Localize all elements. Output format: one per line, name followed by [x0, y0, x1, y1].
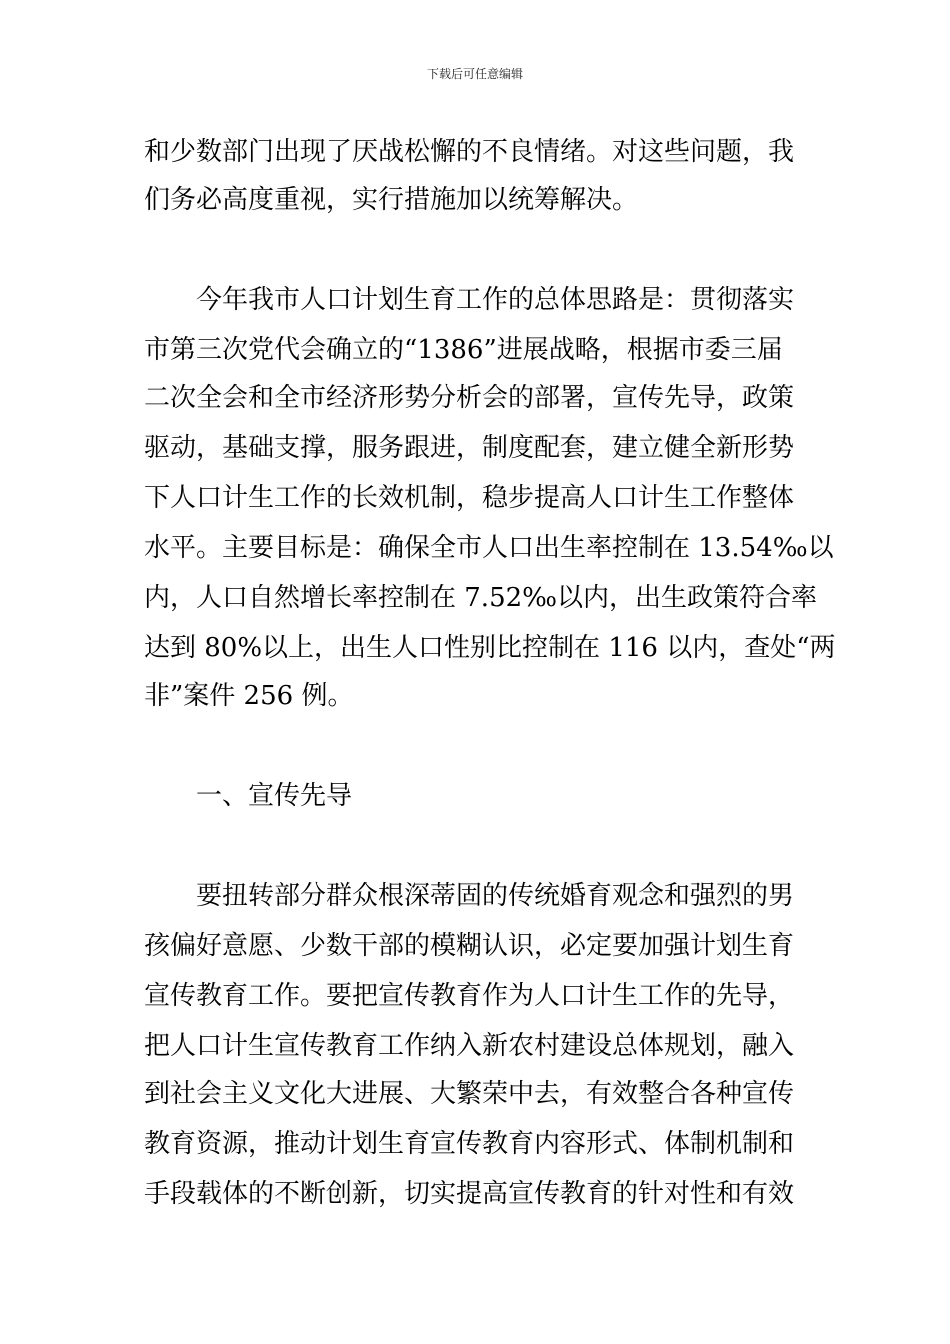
text-line: 今年我市人口计划生育工作的总体思路是：贯彻落实 [196, 285, 795, 315]
page-header-note: 下载后可任意编辑 [426, 67, 523, 81]
text-line: 手段载体的不断创新，切实提高宣传教育的针对性和有效 [144, 1179, 795, 1209]
text-line: 把人口计生宣传教育工作纳入新农村建设总体规划，融入 [144, 1031, 795, 1061]
section-heading: 一、宣传先导 [196, 781, 353, 811]
text-line: 市第三次党代会确立的“1386”进展战略，根据市委三届 [144, 335, 783, 365]
text-line: 孩偏好意愿、少数干部的模糊认识，必定要加强计划生育 [144, 931, 795, 961]
text-line: 内，人口自然增长率控制在 7.52‰以内，出生政策符合率 [144, 583, 818, 613]
text-line: 水平。主要目标是：确保全市人口出生率控制在 13.54‰以 [144, 533, 834, 563]
text-line: 们务必高度重视，实行措施加以统筹解决。 [144, 185, 639, 215]
text-line: 非”案件 256 例。 [144, 681, 354, 711]
text-line: 和少数部门出现了厌战松懈的不良情绪。对这些问题，我 [144, 137, 795, 167]
text-line: 达到 80%以上，出生人口性别比控制在 116 以内，查处“两 [144, 633, 836, 663]
text-line: 下人口计生工作的长效机制，稳步提高人口计生工作整体 [144, 483, 795, 513]
text-line: 要扭转部分群众根深蒂固的传统婚育观念和强烈的男 [196, 881, 795, 911]
text-line: 宣传教育工作。要把宣传教育作为人口计生工作的先导， [144, 981, 795, 1011]
text-line: 教育资源，推动计划生育宣传教育内容形式、体制机制和 [144, 1129, 795, 1159]
text-line: 二次全会和全市经济形势分析会的部署，宣传先导，政策 [144, 383, 795, 413]
text-line: 到社会主义文化大进展、大繁荣中去，有效整合各种宣传 [144, 1079, 795, 1109]
text-line: 驱动，基础支撑，服务跟进，制度配套，建立健全新形势 [144, 433, 795, 463]
